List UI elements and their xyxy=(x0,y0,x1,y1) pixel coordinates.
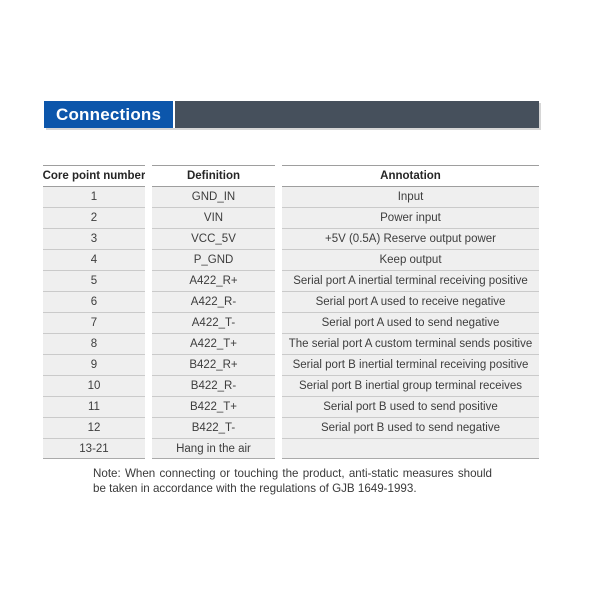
cell-annotation: Serial port B inertial terminal receiving positive xyxy=(282,354,539,375)
table-row xyxy=(43,312,539,333)
cell-annotation: Power input xyxy=(282,207,539,228)
table-row xyxy=(43,375,539,396)
cell-annotation: Serial port B used to send positive xyxy=(282,396,539,417)
cell-annotation: Serial port B inertial group terminal receives xyxy=(282,375,539,396)
cell-definition: B422_T- xyxy=(152,417,275,438)
cell-definition: B422_R+ xyxy=(152,354,275,375)
section-header-bar xyxy=(44,101,539,128)
cell-core-point-number: 10 xyxy=(43,375,145,396)
table-row xyxy=(43,396,539,417)
cell-annotation xyxy=(282,438,539,459)
table-row xyxy=(43,354,539,375)
cell-annotation: Serial port B used to send negative xyxy=(282,417,539,438)
cell-annotation: The serial port A custom terminal sends positive xyxy=(282,333,539,354)
cell-annotation: +5V (0.5A) Reserve output power xyxy=(282,228,539,249)
table-row xyxy=(43,291,539,312)
cell-definition: A422_T- xyxy=(152,312,275,333)
cell-core-point-number: 8 xyxy=(43,333,145,354)
section-title-block xyxy=(44,101,173,128)
table-row xyxy=(43,417,539,438)
cell-core-point-number: 5 xyxy=(43,270,145,291)
cell-definition: Hang in the air xyxy=(152,438,275,459)
cell-definition: VCC_5V xyxy=(152,228,275,249)
table-row xyxy=(43,438,539,459)
cell-definition: B422_R- xyxy=(152,375,275,396)
cell-definition: A422_R- xyxy=(152,291,275,312)
section-title: Connections xyxy=(56,104,162,124)
table-row xyxy=(43,333,539,354)
cell-core-point-number: 9 xyxy=(43,354,145,375)
cell-core-point-number: 3 xyxy=(43,228,145,249)
cell-definition: B422_T+ xyxy=(152,396,275,417)
table-row xyxy=(43,207,539,228)
cell-annotation: Keep output xyxy=(282,249,539,270)
cell-definition: VIN xyxy=(152,207,275,228)
table-header-row xyxy=(43,165,539,186)
cell-definition: A422_T+ xyxy=(152,333,275,354)
note-text: Note: When connecting or touching the product, anti-static measures should be taken in accordance with the regulations of GJB 1649-1993. xyxy=(93,467,492,495)
cell-core-point-number: 13-21 xyxy=(43,438,145,459)
cell-annotation: Serial port A inertial terminal receiving positive xyxy=(282,270,539,291)
cell-annotation: Serial port A used to send negative xyxy=(282,312,539,333)
table-row xyxy=(43,186,539,207)
cell-annotation: Input xyxy=(282,186,539,207)
cell-core-point-number: 4 xyxy=(43,249,145,270)
header-fill-bar xyxy=(175,101,539,128)
column-header-definition: Definition xyxy=(152,165,275,186)
table-row xyxy=(43,249,539,270)
cell-definition: GND_IN xyxy=(152,186,275,207)
table-body xyxy=(43,186,539,459)
cell-definition: P_GND xyxy=(152,249,275,270)
column-header-core-point-number: Core point number xyxy=(43,165,145,186)
cell-annotation: Serial port A used to receive negative xyxy=(282,291,539,312)
connections-table xyxy=(43,165,539,459)
cell-core-point-number: 6 xyxy=(43,291,145,312)
table-row xyxy=(43,228,539,249)
table-row xyxy=(43,270,539,291)
cell-core-point-number: 11 xyxy=(43,396,145,417)
column-header-annotation: Annotation xyxy=(282,165,539,186)
cell-core-point-number: 2 xyxy=(43,207,145,228)
cell-core-point-number: 1 xyxy=(43,186,145,207)
cell-core-point-number: 7 xyxy=(43,312,145,333)
cell-core-point-number: 12 xyxy=(43,417,145,438)
cell-definition: A422_R+ xyxy=(152,270,275,291)
